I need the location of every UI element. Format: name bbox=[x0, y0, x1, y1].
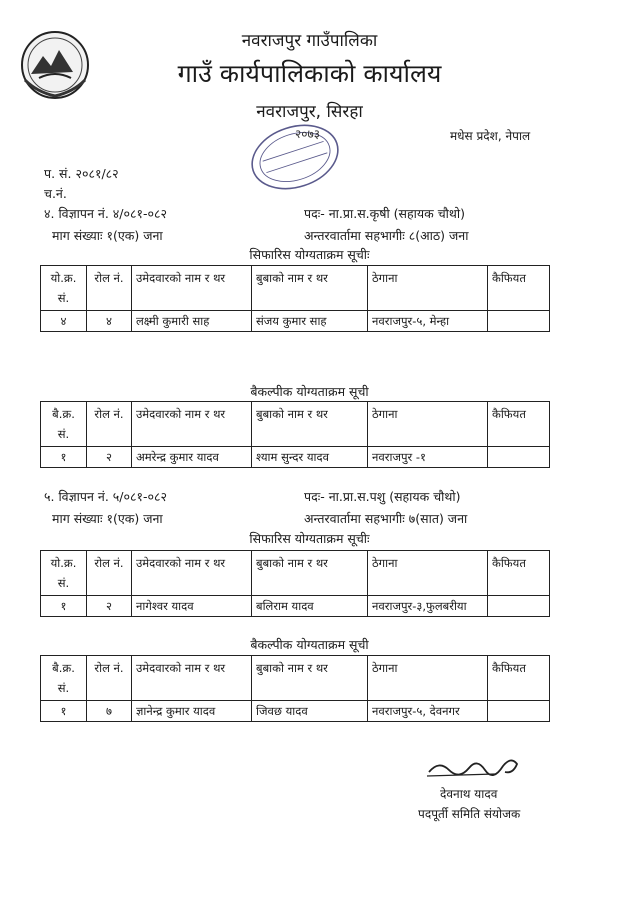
col-header-address: ठेगाना bbox=[368, 551, 488, 596]
recommendation-list-title-2: सिफारिस योग्यताक्रम सूचीः bbox=[249, 531, 370, 546]
cell-address: नवराजपुर-५, देवनगर bbox=[368, 701, 488, 722]
office-stamp bbox=[245, 118, 345, 196]
col-header-sn: बै.क्र. सं. bbox=[41, 656, 87, 701]
col-header-roll: रोल नं. bbox=[87, 551, 132, 596]
alternate-list-title-2: बैकल्पीक योग्यताक्रम सूची bbox=[250, 637, 369, 652]
stamp-year: २०७३ bbox=[295, 127, 320, 141]
cell-sn: ४ bbox=[41, 311, 87, 332]
col-header-remarks: कैफियत bbox=[488, 402, 550, 447]
cell-sn: १ bbox=[41, 596, 87, 617]
province-text: मधेस प्रदेश, नेपाल bbox=[450, 129, 531, 143]
signature-scribble-icon bbox=[425, 752, 525, 782]
col-header-name: उमेदवारको नाम र थर bbox=[132, 266, 252, 311]
col-header-name: उमेदवारको नाम र थर bbox=[132, 551, 252, 596]
cell-remarks bbox=[488, 447, 550, 468]
cell-roll: ७ bbox=[87, 701, 132, 722]
cell-roll: २ bbox=[87, 596, 132, 617]
cell-address: नवराजपुर -१ bbox=[368, 447, 488, 468]
table-row bbox=[41, 311, 550, 332]
table-row bbox=[41, 596, 550, 617]
col-header-address: ठेगाना bbox=[368, 656, 488, 701]
cell-father: जिवछ यादव bbox=[252, 701, 368, 722]
table-header-row bbox=[41, 402, 550, 447]
col-header-remarks: कैफियत bbox=[488, 551, 550, 596]
office-name-line2: गाउँ कार्यपालिकाको कार्यालय bbox=[177, 59, 442, 88]
alternate-table-1 bbox=[40, 401, 550, 468]
table-header-row bbox=[41, 551, 550, 596]
cell-name: अमरेन्द्र कुमार यादव bbox=[132, 447, 252, 468]
cell-name: लक्ष्मी कुमारी साह bbox=[132, 311, 252, 332]
col-header-remarks: कैफियत bbox=[488, 656, 550, 701]
post-name-1: पदः- ना.प्रा.स.कृषी (सहायक चौथो) bbox=[304, 206, 465, 221]
alternate-table-2 bbox=[40, 655, 550, 722]
recommendation-table-1 bbox=[40, 265, 550, 332]
col-header-name: उमेदवारको नाम र थर bbox=[132, 402, 252, 447]
post-name-2: पदः- ना.प्रा.स.पशु (सहायक चौथो) bbox=[304, 489, 461, 504]
patra-sankhya: प. सं. २०८१/८२ bbox=[44, 166, 119, 181]
col-header-father: बुबाको नाम र थर bbox=[252, 656, 368, 701]
col-header-address: ठेगाना bbox=[368, 402, 488, 447]
vigyapan-number-2: ५. विज्ञापन नं. ५/०८१-०८२ bbox=[44, 489, 168, 504]
col-header-father: बुबाको नाम र थर bbox=[252, 266, 368, 311]
cell-roll: २ bbox=[87, 447, 132, 468]
col-header-roll: रोल नं. bbox=[87, 656, 132, 701]
col-header-father: बुबाको नाम र थर bbox=[252, 551, 368, 596]
demand-count-1: माग संख्याः १(एक) जना bbox=[52, 228, 163, 243]
cell-address: नवराजपुर-३,फुलबरीया bbox=[368, 596, 488, 617]
cell-remarks bbox=[488, 596, 550, 617]
alternate-list-title-1: बैकल्पीक योग्यताक्रम सूची bbox=[250, 384, 369, 399]
col-header-father: बुबाको नाम र थर bbox=[252, 402, 368, 447]
cell-father: बलिराम यादव bbox=[252, 596, 368, 617]
cell-sn: १ bbox=[41, 701, 87, 722]
cell-father: संजय कुमार साह bbox=[252, 311, 368, 332]
col-header-sn: यो.क्र. सं. bbox=[41, 551, 87, 596]
signatory-name: देवनाथ यादव bbox=[440, 787, 498, 801]
table-header-row bbox=[41, 656, 550, 701]
recommendation-table-2 bbox=[40, 550, 550, 617]
cell-remarks bbox=[488, 701, 550, 722]
table-row bbox=[41, 447, 550, 468]
chalani-number: च.नं. bbox=[44, 186, 67, 201]
demand-count-2: माग संख्याः १(एक) जना bbox=[52, 511, 163, 526]
col-header-sn: यो.क्र. सं. bbox=[41, 266, 87, 311]
office-name-line1: नवराजपुर गाउँपालिका bbox=[241, 31, 378, 51]
interview-participants-2: अन्तरवार्तामा सहभागीः ७(सात) जना bbox=[304, 511, 468, 526]
interview-participants-1: अन्तरवार्तामा सहभागीः ८(आठ) जना bbox=[304, 228, 469, 243]
table-row bbox=[41, 701, 550, 722]
cell-roll: ४ bbox=[87, 311, 132, 332]
cell-father: श्याम सुन्दर यादव bbox=[252, 447, 368, 468]
col-header-roll: रोल नं. bbox=[87, 266, 132, 311]
col-header-address: ठेगाना bbox=[368, 266, 488, 311]
signatory-title: पदपूर्ती समिति संयोजक bbox=[418, 807, 521, 821]
cell-name: नागेश्वर यादव bbox=[132, 596, 252, 617]
recommendation-list-title-1: सिफारिस योग्यताक्रम सूचीः bbox=[249, 247, 370, 262]
cell-name: ज्ञानेन्द्र कुमार यादव bbox=[132, 701, 252, 722]
col-header-name: उमेदवारको नाम र थर bbox=[132, 656, 252, 701]
col-header-roll: रोल नं. bbox=[87, 402, 132, 447]
cell-remarks bbox=[488, 311, 550, 332]
table-header-row bbox=[41, 266, 550, 311]
vigyapan-number-1: ४. विज्ञापन नं. ४/०८१-०८२ bbox=[44, 206, 168, 221]
cell-sn: १ bbox=[41, 447, 87, 468]
col-header-sn: बै.क्र. सं. bbox=[41, 402, 87, 447]
cell-address: नवराजपुर-५, मेन्हा bbox=[368, 311, 488, 332]
col-header-remarks: कैफियत bbox=[488, 266, 550, 311]
office-address: नवराजपुर, सिरहा bbox=[256, 102, 363, 122]
